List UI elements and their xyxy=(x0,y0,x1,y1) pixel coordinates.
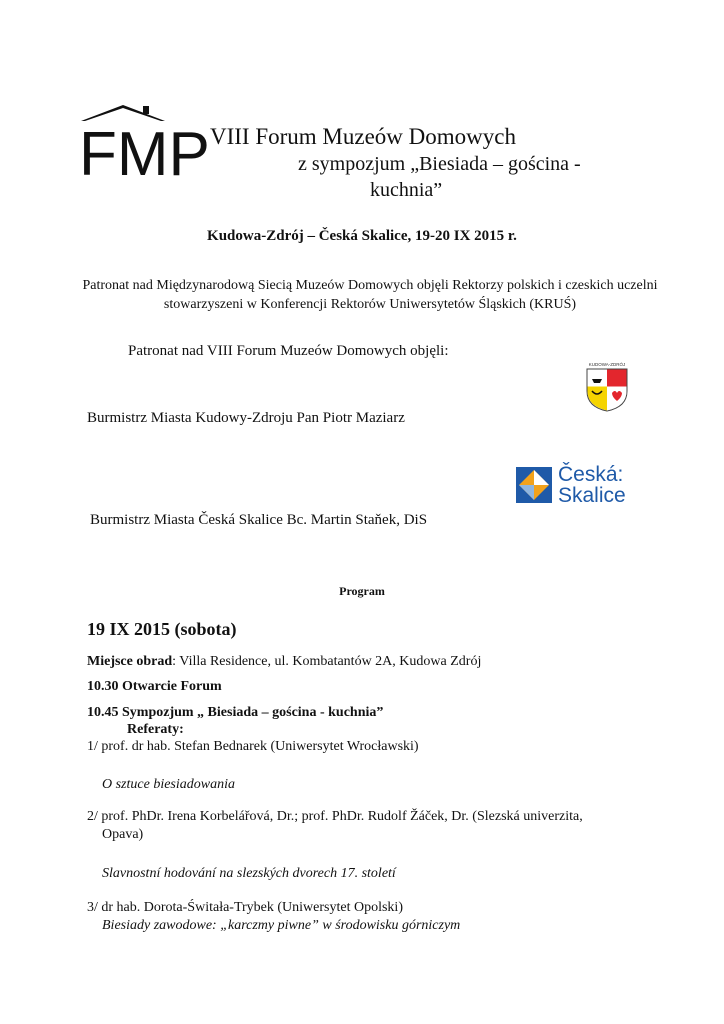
ceska-logo-line-1: Česká: xyxy=(558,463,624,486)
fmp-logo xyxy=(77,103,210,189)
kudowa-logo-text: KUDOWA-ZDRÓJ xyxy=(588,362,626,367)
venue-label: Miejsce obrad xyxy=(87,654,173,669)
ceska-skalice-logo-icon xyxy=(516,467,552,503)
paper-1-author: 1/ prof. dr hab. Stefan Bednarek (Uniwersytet Wrocławski) xyxy=(87,739,419,754)
ceska-logo-line-2: Skalice xyxy=(558,484,626,507)
paper-3-author: 3/ dr hab. Dorota-Świtała-Trybek (Uniwersytet Opolski) xyxy=(87,900,403,915)
program-heading: Program xyxy=(339,584,385,598)
place-date: Kudowa-Zdrój – Česká Skalice, 19-20 IX 2015 r. xyxy=(207,228,517,244)
paper-3-title: Biesiady zawodowe: „karczmy piwne” w środowisku górniczym xyxy=(102,918,461,933)
title-line-1: VIII Forum Muzeów Domowych xyxy=(210,124,516,149)
network-patronage-text: Patronat nad Międzynarodową Siecią Muzeów Domowych objęli Rektorzy polskich i czeskich uczelni stowarzyszeni w Konferencji Rektorów Uniwersytetów Śląskich (KRUŚ) xyxy=(82,278,658,312)
paper-2-author-cont: Opava) xyxy=(102,827,144,842)
patron-kudowa-mayor: Burmistrz Miasta Kudowy-Zdroju Pan Piotr Maziarz xyxy=(87,410,405,426)
forum-patronage-text: Patronat nad VIII Forum Muzeów Domowych objęli: xyxy=(128,343,449,359)
fmp-logo-text: FMP xyxy=(79,120,210,189)
kudowa-coat-of-arms-icon xyxy=(584,361,630,413)
title-line-2: z sympozjum „Biesiada – gościna - xyxy=(298,153,581,175)
patron-ceska-mayor: Burmistrz Miasta Česká Skalice Bc. Martin Staňek, DiS xyxy=(90,512,428,528)
paper-2-title: Slavnostní hodování na slezských dvorech 17. století xyxy=(102,866,396,881)
ceska-skalice-logo-text xyxy=(558,464,648,506)
program-day: 19 IX 2015 (sobota) xyxy=(87,619,237,639)
venue-line xyxy=(87,654,481,670)
venue-text: : Villa Residence, ul. Kombatantów 2A, Kudowa Zdrój xyxy=(172,654,482,669)
opening-line: 10.30 Otwarcie Forum xyxy=(87,679,222,694)
paper-2-author: 2/ prof. PhDr. Irena Korbelářová, Dr.; prof. PhDr. Rudolf Žáček, Dr. (Slezská univerzita, xyxy=(87,809,583,824)
paper-1-title: O sztuce biesiadowania xyxy=(102,777,235,792)
papers-label: Referaty: xyxy=(127,722,184,737)
symposium-line: 10.45 Sympozjum „ Biesiada – gościna - kuchnia” xyxy=(87,705,384,720)
title-line-3: kuchnia” xyxy=(370,179,443,201)
